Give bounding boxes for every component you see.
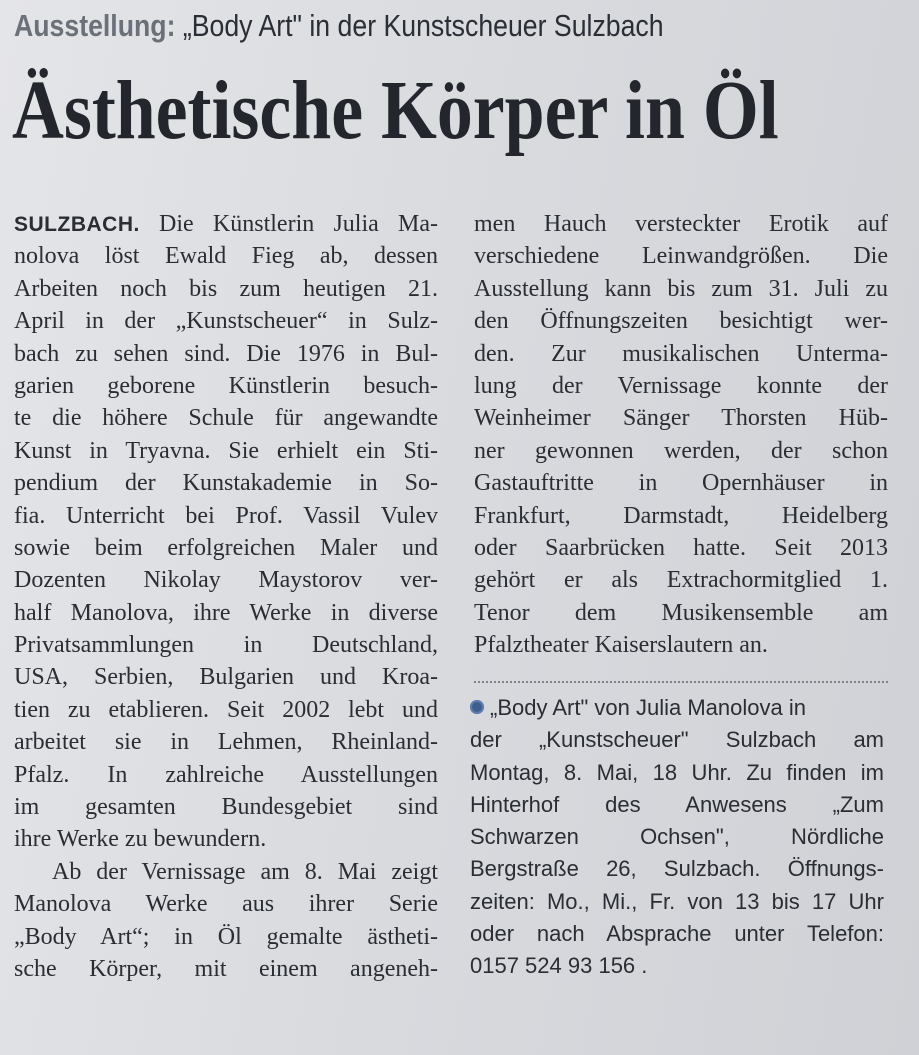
article-line: lung der Vernissage konnte der — [474, 372, 888, 399]
article-line: Pfalztheater Kaiserslautern an. — [474, 632, 768, 659]
headline: Ästhetische Körper in Öl — [12, 64, 779, 157]
article-line-text: Die Künstlerin Julia Ma- — [139, 211, 438, 237]
article-line: sche Körper, mit einem angeneh- — [14, 955, 438, 982]
article-line: Weinheimer Sänger Thorsten Hüb- — [474, 405, 888, 432]
article-line: half Manolova, ihre Werke in diverse — [14, 599, 438, 626]
info-box — [470, 692, 884, 983]
info-bullet-icon — [470, 700, 484, 714]
article-column-left — [14, 208, 438, 985]
kicker-text: „Body Art" in der Kunstscheuer Sulzbach — [182, 8, 664, 43]
info-line: 0157 524 93 156 . — [470, 953, 648, 979]
article-line: den. Zur musikalischen Unterma- — [474, 340, 888, 367]
info-line: zeiten: Mo., Mi., Fr. von 13 bis 17 Uhr — [470, 888, 884, 914]
article-line: USA, Serbien, Bulgarien und Kroa- — [14, 664, 438, 691]
info-box-divider — [474, 681, 888, 683]
article-line: Frankfurt, Darmstadt, Heidelberg — [474, 502, 888, 529]
info-line: oder nach Absprache unter Telefon: — [470, 921, 884, 947]
article-line: im gesamten Bundesgebiet sind — [14, 794, 438, 821]
info-line-text: „Body Art" von Julia Manolova in — [490, 695, 806, 720]
article-line: Dozenten Nikolay Maystorov ver- — [14, 567, 438, 594]
info-line: der „Kunstscheuer" Sulzbach am — [470, 727, 884, 753]
article-line: „Body Art“; in Öl gemalte ästheti- — [14, 923, 438, 950]
info-line: Montag, 8. Mai, 18 Uhr. Zu finden im — [470, 759, 884, 785]
article-line: Manolova Werke aus ihrer Serie — [14, 891, 438, 918]
article-column-right — [474, 208, 888, 661]
article-line — [14, 208, 438, 240]
info-line: Bergstraße 26, Sulzbach. Öffnungs- — [470, 856, 884, 882]
dateline: SULZBACH. — [14, 213, 140, 236]
article-line: arbeitet sie in Lehmen, Rheinland- — [14, 729, 438, 756]
article-line: tien zu etablieren. Seit 2002 lebt und — [14, 696, 438, 723]
article-line: bach zu sehen sind. Die 1976 in Bul- — [14, 340, 438, 367]
article-line: nolova löst Ewald Fieg ab, dessen — [14, 243, 438, 270]
article-line: pendium der Kunstakademie in So- — [14, 470, 438, 497]
article-line: Arbeiten noch bis zum heutigen 21. — [14, 275, 438, 302]
article-line: men Hauch versteckter Erotik auf — [474, 211, 888, 237]
article-line: Tenor dem Musikensemble am — [474, 599, 888, 626]
article-line: ner gewonnen werden, der schon — [474, 437, 888, 464]
article-line: Kunst in Tryavna. Sie erhielt ein Sti- — [14, 437, 438, 464]
info-line: Hinterhof des Anwesens „Zum — [470, 791, 884, 817]
article-line: Privatsammlungen in Deutschland, — [14, 632, 438, 659]
article-line: Ab der Vernissage am 8. Mai zeigt — [52, 858, 438, 885]
article-line: verschiedene Leinwandgrößen. Die — [474, 243, 888, 270]
article-line: sowie beim erfolgreichen Maler und — [14, 534, 438, 561]
article-line: te die höhere Schule für angewandte — [14, 405, 438, 432]
article-line: oder Saarbrücken hatte. Seit 2013 — [474, 534, 888, 561]
kicker — [14, 4, 664, 48]
article-line: den Öffnungszeiten besichtigt wer- — [474, 308, 888, 335]
article-line: Gastauftritte in Opernhäuser in — [474, 470, 888, 497]
info-line: Schwarzen Ochsen", Nördliche — [470, 824, 884, 850]
article-line: April in der „Kunstscheuer“ in Sulz- — [14, 308, 438, 335]
article-line: Pfalz. In zahlreiche Ausstellungen — [14, 761, 438, 788]
article-line: Ausstellung kann bis zum 31. Juli zu — [474, 275, 888, 302]
info-line — [470, 692, 884, 724]
kicker-rubric: Ausstellung: — [14, 8, 176, 43]
article-line: fia. Unterricht bei Prof. Vassil Vulev — [14, 502, 438, 529]
article-line: gehört er als Extrachormitglied 1. — [474, 567, 888, 594]
article-line: garien geborene Künstlerin besuch- — [14, 372, 438, 399]
article-line: ihre Werke zu bewundern. — [14, 826, 267, 853]
